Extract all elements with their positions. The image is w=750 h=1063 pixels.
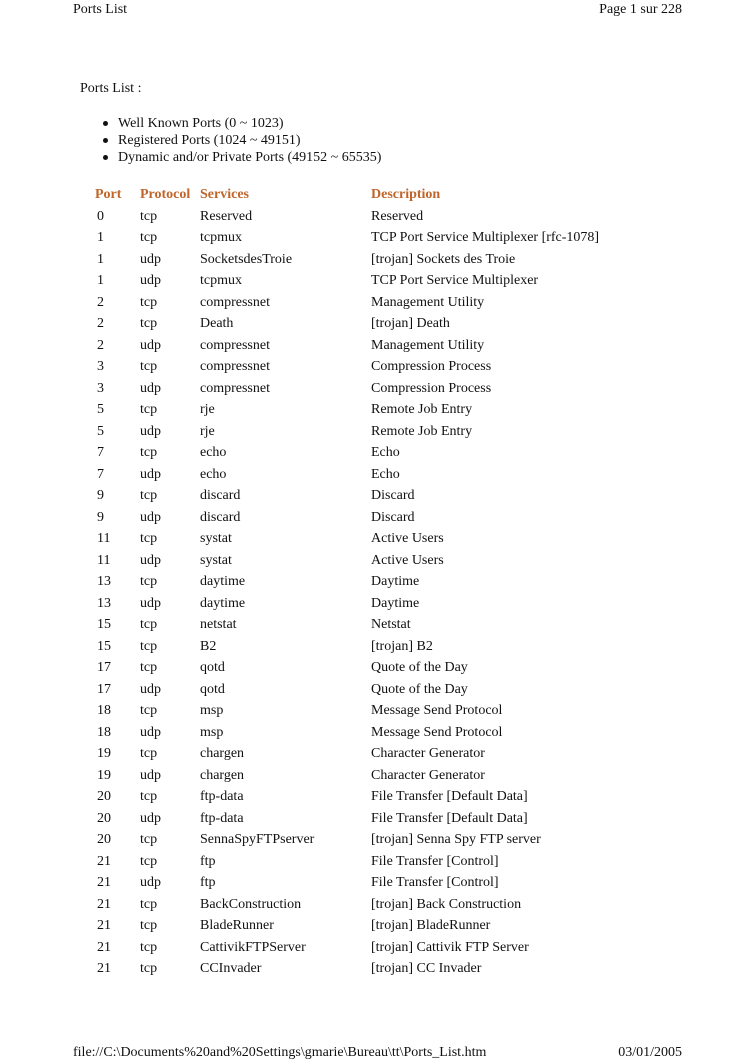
service-cell: SennaSpyFTPserver — [200, 832, 315, 847]
port-cell: 13 — [97, 595, 111, 611]
protocol-cell: tcp — [140, 746, 158, 761]
service-cell: ftp-data — [200, 810, 244, 826]
table-row — [95, 421, 651, 443]
service-cell: ftp — [200, 875, 216, 890]
table-row — [95, 206, 651, 228]
port-cell: 19 — [97, 767, 111, 783]
protocol-cell: tcp — [140, 853, 158, 869]
service-cell: B2 — [200, 638, 217, 654]
service-cell: Reserved — [200, 208, 253, 224]
description-cell: Quote of the Day — [371, 660, 468, 675]
service-cell: tcpmux — [200, 273, 242, 288]
port-range-text: Well Known Ports (0 ~ 1023) — [118, 116, 284, 131]
description-cell: TCP Port Service Multiplexer — [371, 273, 539, 288]
table-row — [95, 808, 651, 830]
protocol-cell: udp — [140, 875, 161, 890]
description-cell: Remote Job Entry — [371, 423, 473, 439]
protocol-cell: tcp — [140, 918, 158, 933]
port-cell: 7 — [97, 445, 104, 460]
description-cell: Active Users — [371, 531, 444, 546]
table-row — [95, 335, 651, 357]
port-cell: 19 — [97, 746, 111, 761]
service-cell: discard — [200, 509, 241, 525]
port-range-text: Registered Ports (1024 ~ 49151) — [118, 133, 301, 148]
description-cell: Daytime — [371, 574, 420, 589]
protocol-cell: udp — [140, 251, 161, 267]
port-cell: 9 — [97, 509, 104, 525]
description-cell: [trojan] Cattivik FTP Server — [371, 939, 529, 955]
protocol-cell: udp — [140, 466, 161, 482]
table-row — [95, 593, 651, 615]
table-row — [95, 679, 651, 701]
table-row — [95, 851, 651, 873]
protocol-cell: udp — [140, 595, 161, 611]
table-row — [95, 614, 651, 636]
description-cell: Echo — [371, 445, 400, 460]
port-cell: 3 — [97, 380, 104, 396]
service-cell: echo — [200, 445, 227, 460]
service-cell: qotd — [200, 660, 225, 675]
protocol-cell: tcp — [140, 445, 158, 460]
protocol-cell: tcp — [140, 789, 158, 804]
description-cell: Discard — [371, 488, 415, 503]
protocol-cell: tcp — [140, 939, 158, 955]
table-row — [95, 399, 651, 421]
protocol-cell: udp — [140, 681, 161, 697]
service-cell: systat — [200, 531, 232, 546]
description-cell: [trojan] B2 — [371, 638, 433, 654]
table-row — [95, 937, 651, 959]
protocol-cell: tcp — [140, 316, 158, 331]
port-cell: 13 — [97, 574, 111, 589]
table-row — [95, 292, 651, 314]
port-cell: 9 — [97, 488, 104, 503]
port-cell: 17 — [97, 660, 111, 675]
table-row — [95, 464, 651, 486]
table-row — [95, 786, 651, 808]
service-cell: Death — [200, 316, 234, 331]
port-cell: 7 — [97, 466, 104, 482]
table-row — [95, 528, 651, 550]
port-cell: 0 — [97, 208, 104, 224]
table-row — [95, 915, 651, 937]
service-cell: CattivikFTPServer — [200, 939, 306, 955]
table-row — [95, 743, 651, 765]
description-cell: Compression Process — [371, 359, 492, 374]
description-cell: [trojan] CC Invader — [371, 961, 482, 976]
table-row — [95, 657, 651, 679]
port-cell: 2 — [97, 337, 104, 353]
service-cell: compressnet — [200, 294, 270, 310]
service-cell: daytime — [200, 574, 246, 589]
intro-heading: Ports List : — [80, 81, 142, 96]
protocol-cell: udp — [140, 724, 161, 740]
service-cell: CCInvader — [200, 961, 262, 976]
description-cell: Netstat — [371, 617, 411, 632]
description-cell: Active Users — [371, 552, 444, 568]
table-row — [95, 894, 651, 916]
description-cell: Compression Process — [371, 380, 492, 396]
service-cell: BackConstruction — [200, 896, 302, 912]
service-cell: compressnet — [200, 359, 270, 374]
table-row — [95, 550, 651, 572]
protocol-cell: tcp — [140, 896, 158, 912]
port-cell: 21 — [97, 896, 111, 912]
bullet-icon — [103, 121, 108, 126]
port-cell: 5 — [97, 402, 104, 417]
table-row — [95, 313, 651, 335]
service-cell: rje — [200, 423, 215, 439]
protocol-cell: tcp — [140, 488, 158, 503]
page-header-title: Ports List — [73, 2, 128, 17]
port-range-item — [100, 115, 381, 132]
description-cell: Message Send Protocol — [371, 703, 503, 718]
table-row — [95, 507, 651, 529]
port-cell: 21 — [97, 961, 111, 976]
port-cell: 21 — [97, 853, 111, 869]
protocol-cell: tcp — [140, 832, 158, 847]
table-row — [95, 356, 651, 378]
description-cell: Quote of the Day — [371, 681, 468, 697]
port-cell: 21 — [97, 939, 111, 955]
port-cell: 21 — [97, 875, 111, 890]
ports-table — [95, 184, 651, 980]
column-header-services: Services — [200, 187, 249, 202]
port-cell: 15 — [97, 638, 111, 654]
table-row — [95, 442, 651, 464]
port-ranges-list — [100, 115, 381, 166]
table-row — [95, 765, 651, 787]
port-cell: 3 — [97, 359, 104, 374]
protocol-cell: tcp — [140, 294, 158, 310]
protocol-cell: tcp — [140, 402, 158, 417]
ports-table-body — [95, 206, 651, 980]
service-cell: qotd — [200, 681, 225, 697]
table-row — [95, 722, 651, 744]
port-cell: 20 — [97, 832, 111, 847]
bullet-icon — [103, 155, 108, 160]
service-cell: msp — [200, 703, 224, 718]
port-cell: 18 — [97, 724, 111, 740]
description-cell: File Transfer [Default Data] — [371, 789, 528, 804]
service-cell: chargen — [200, 746, 245, 761]
description-cell: File Transfer [Control] — [371, 853, 499, 869]
protocol-cell: tcp — [140, 703, 158, 718]
protocol-cell: udp — [140, 552, 161, 568]
protocol-cell: tcp — [140, 617, 158, 632]
page-number: Page 1 sur 228 — [599, 2, 682, 17]
table-row — [95, 872, 651, 894]
column-header-protocol: Protocol — [140, 187, 191, 202]
description-cell: Echo — [371, 466, 400, 482]
description-cell: [trojan] Sockets des Troie — [371, 251, 516, 267]
port-cell: 2 — [97, 294, 104, 310]
port-cell: 20 — [97, 810, 111, 826]
service-cell: msp — [200, 724, 224, 740]
protocol-cell: tcp — [140, 531, 158, 546]
description-cell: [trojan] BladeRunner — [371, 918, 491, 933]
description-cell: Daytime — [371, 595, 420, 611]
service-cell: BladeRunner — [200, 918, 274, 933]
port-cell: 1 — [97, 251, 104, 267]
service-cell: compressnet — [200, 380, 270, 396]
column-header-description: Description — [371, 187, 441, 202]
service-cell: systat — [200, 552, 232, 568]
table-row — [95, 829, 651, 851]
protocol-cell: tcp — [140, 208, 158, 224]
table-row — [95, 485, 651, 507]
service-cell: SocketsdesTroie — [200, 251, 293, 267]
description-cell: Character Generator — [371, 767, 485, 783]
description-cell: [trojan] Senna Spy FTP server — [371, 832, 541, 847]
description-cell: File Transfer [Default Data] — [371, 810, 528, 826]
table-header-row — [95, 184, 651, 206]
protocol-cell: tcp — [140, 638, 158, 654]
description-cell: Remote Job Entry — [371, 402, 473, 417]
port-range-item — [100, 132, 381, 149]
description-cell: Management Utility — [371, 337, 485, 353]
service-cell: rje — [200, 402, 215, 417]
description-cell: Character Generator — [371, 746, 485, 761]
table-row — [95, 700, 651, 722]
protocol-cell: tcp — [140, 961, 158, 976]
protocol-cell: tcp — [140, 230, 158, 245]
table-row — [95, 636, 651, 658]
description-cell: File Transfer [Control] — [371, 875, 499, 890]
port-cell: 1 — [97, 230, 104, 245]
port-cell: 2 — [97, 316, 104, 331]
port-cell: 1 — [97, 273, 104, 288]
protocol-cell: tcp — [140, 660, 158, 675]
description-cell: Reserved — [371, 208, 424, 224]
protocol-cell: udp — [140, 337, 161, 353]
description-cell: [trojan] Death — [371, 316, 450, 331]
description-cell: [trojan] Back Construction — [371, 896, 522, 912]
description-cell: Management Utility — [371, 294, 485, 310]
port-cell: 11 — [97, 552, 111, 568]
port-cell: 21 — [97, 918, 111, 933]
port-cell: 15 — [97, 617, 111, 632]
protocol-cell: udp — [140, 767, 161, 783]
table-row — [95, 958, 651, 980]
protocol-cell: udp — [140, 509, 161, 525]
description-cell: Message Send Protocol — [371, 724, 503, 740]
port-cell: 11 — [97, 531, 111, 546]
table-row — [95, 571, 651, 593]
port-range-item — [100, 149, 381, 166]
page-footer-path: file://C:\Documents%20and%20Settings\gmarie\Bureau\tt\Ports_List.htm — [73, 1045, 487, 1060]
protocol-cell: tcp — [140, 359, 158, 374]
service-cell: ftp-data — [200, 789, 244, 804]
description-cell: Discard — [371, 509, 415, 525]
port-cell: 5 — [97, 423, 104, 439]
service-cell: ftp — [200, 853, 216, 869]
table-row — [95, 227, 651, 249]
protocol-cell: udp — [140, 423, 161, 439]
service-cell: discard — [200, 488, 241, 503]
description-cell: TCP Port Service Multiplexer [rfc-1078] — [371, 230, 600, 245]
protocol-cell: udp — [140, 810, 161, 826]
service-cell: netstat — [200, 617, 237, 632]
service-cell: compressnet — [200, 337, 270, 353]
table-row — [95, 270, 651, 292]
port-cell: 18 — [97, 703, 111, 718]
column-header-port: Port — [95, 187, 122, 202]
page-footer-date: 03/01/2005 — [618, 1045, 682, 1060]
table-row — [95, 249, 651, 271]
protocol-cell: tcp — [140, 574, 158, 589]
service-cell: echo — [200, 466, 227, 482]
protocol-cell: udp — [140, 273, 161, 288]
port-cell: 20 — [97, 789, 111, 804]
protocol-cell: udp — [140, 380, 161, 396]
table-row — [95, 378, 651, 400]
service-cell: chargen — [200, 767, 245, 783]
service-cell: daytime — [200, 595, 246, 611]
service-cell: tcpmux — [200, 230, 242, 245]
port-cell: 17 — [97, 681, 111, 697]
bullet-icon — [103, 138, 108, 143]
port-range-text: Dynamic and/or Private Ports (49152 ~ 65535) — [118, 150, 382, 165]
